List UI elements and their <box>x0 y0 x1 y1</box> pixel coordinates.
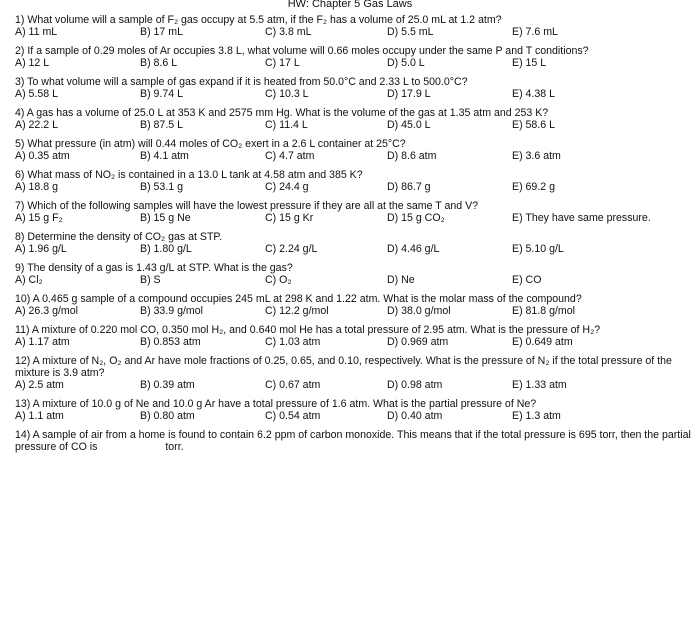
question-14 <box>15 429 695 453</box>
answer-options <box>15 119 695 131</box>
option-e: E) 4.38 L <box>512 88 555 100</box>
question-stem: 3) To what volume will a sample of gas expand if it is heated from 50.0°C and 2.33 L to 500.0°C? <box>15 76 468 88</box>
question-stem: 7) Which of the following samples will have the lowest pressure if they are all at the same T and V? <box>15 200 479 212</box>
option-e: E) They have same pressure. <box>512 212 651 224</box>
option-b: B) 0.853 atm <box>140 336 201 348</box>
option-d: D) 38.0 g/mol <box>387 305 451 317</box>
option-e: E) 0.649 atm <box>512 336 573 348</box>
question-stem: 5) What pressure (in atm) will 0.44 moles of CO₂ exert in a 2.6 L container at 25°C? <box>15 138 406 150</box>
option-b: B) 4.1 atm <box>140 150 189 162</box>
answer-options <box>15 26 695 38</box>
option-b: B) 8.6 L <box>140 57 178 69</box>
option-c: C) 15 g Kr <box>265 212 314 224</box>
question-stem: 1) What volume will a sample of F₂ gas occupy at 5.5 atm, if the F₂ has a volume of 25.0 mL at 1.2 atm? <box>15 14 502 26</box>
question-stem: 11) A mixture of 0.220 mol CO, 0.350 mol H₂, and 0.640 mol He has a total pressure of 2.95 atm. What is the pressure of H₂? <box>15 324 601 336</box>
question-6 <box>15 169 695 193</box>
answer-options <box>15 274 695 286</box>
answer-options <box>15 305 695 317</box>
option-c: C) 0.67 atm <box>265 379 321 391</box>
option-a: A) 11 mL <box>15 26 58 38</box>
option-c: C) 3.8 mL <box>265 26 312 38</box>
option-c: C) O₂ <box>265 274 292 286</box>
answer-options <box>15 88 695 100</box>
answer-options <box>15 150 695 162</box>
question-4 <box>15 107 695 131</box>
question-14-unit: torr. <box>165 441 184 453</box>
option-a: A) 15 g F₂ <box>15 212 63 224</box>
option-e: E) 5.10 g/L <box>512 243 564 255</box>
option-a: A) 18.8 g <box>15 181 58 193</box>
option-b: B) 9.74 L <box>140 88 183 100</box>
option-e: E) 7.6 mL <box>512 26 558 38</box>
option-b: B) 15 g Ne <box>140 212 191 224</box>
answer-options <box>15 336 695 348</box>
option-e: E) 3.6 atm <box>512 150 561 162</box>
option-b: B) S <box>140 274 161 286</box>
answer-options <box>15 379 695 391</box>
option-d: D) 0.969 atm <box>387 336 449 348</box>
option-b: B) 17 mL <box>140 26 183 38</box>
question-stem: 12) A mixture of N₂, O₂ and Ar have mole fractions of 0.25, 0.65, and 0.10, respectively. What is the pressure of N₂ if the total pressure of the mixture is 3.9 atm? <box>15 355 672 379</box>
option-b: B) 87.5 L <box>140 119 183 131</box>
question-stem: 10) A 0.465 g sample of a compound occupies 245 mL at 298 K and 1.22 atm. What is the molar mass of the compound? <box>15 293 582 305</box>
question-3 <box>15 76 695 100</box>
option-c: C) 11.4 L <box>265 119 308 131</box>
option-c: C) 4.7 atm <box>265 150 315 162</box>
option-a: A) 0.35 atm <box>15 150 70 162</box>
question-stem: 9) The density of a gas is 1.43 g/L at STP. What is the gas? <box>15 262 293 274</box>
option-b: B) 33.9 g/mol <box>140 305 204 317</box>
question-5 <box>15 138 695 162</box>
answer-options <box>15 243 695 255</box>
question-8 <box>15 231 695 255</box>
option-d: D) 5.0 L <box>387 57 425 69</box>
option-c: C) 24.4 g <box>265 181 309 193</box>
option-e: E) 1.33 atm <box>512 379 567 391</box>
option-b: B) 0.80 atm <box>140 410 195 422</box>
answer-options <box>15 212 695 224</box>
question-stem: 8) Determine the density of CO₂ gas at STP. <box>15 231 223 243</box>
answer-options <box>15 410 695 422</box>
question-stem: 13) A mixture of 10.0 g of Ne and 10.0 g Ar have a total pressure of 1.6 atm. What is the partial pressure of Ne? <box>15 398 537 410</box>
option-d: D) 0.98 atm <box>387 379 443 391</box>
option-c: C) 0.54 atm <box>265 410 321 422</box>
answer-options <box>15 181 695 193</box>
option-a: A) Cl₂ <box>15 274 43 286</box>
option-a: A) 5.58 L <box>15 88 58 100</box>
question-12 <box>15 355 695 391</box>
question-2 <box>15 45 695 69</box>
option-a: A) 1.96 g/L <box>15 243 67 255</box>
option-e: E) 69.2 g <box>512 181 555 193</box>
question-stem: 4) A gas has a volume of 25.0 L at 353 K and 2575 mm Hg. What is the volume of the gas at 1.35 atm and 253 K? <box>15 107 549 119</box>
option-a: A) 26.3 g/mol <box>15 305 79 317</box>
option-e: E) 1.3 atm <box>512 410 561 422</box>
option-d: D) 0.40 atm <box>387 410 443 422</box>
option-d: D) 4.46 g/L <box>387 243 440 255</box>
option-c: C) 2.24 g/L <box>265 243 318 255</box>
option-e: E) 81.8 g/mol <box>512 305 576 317</box>
option-d: D) Ne <box>387 274 415 286</box>
option-e: E) CO <box>512 274 542 286</box>
option-a: A) 1.1 atm <box>15 410 64 422</box>
worksheet-title: HW: Chapter 5 Gas Laws <box>287 0 413 10</box>
option-c: C) 12.2 g/mol <box>265 305 329 317</box>
option-a: A) 2.5 atm <box>15 379 64 391</box>
question-stem: 2) If a sample of 0.29 moles of Ar occupies 3.8 L, what volume will 0.66 moles occupy under the same P and T conditions? <box>15 45 589 57</box>
question-list <box>15 14 695 460</box>
option-b: B) 1.80 g/L <box>140 243 192 255</box>
question-1 <box>15 14 695 38</box>
question-11 <box>15 324 695 348</box>
question-14-text: 14) A sample of air from a home is found to contain 6.2 ppm of carbon monoxide. This means that if the total pressure is 695 torr, then the partial pressure of CO is <box>15 429 691 453</box>
option-a: A) 22.2 L <box>15 119 58 131</box>
answer-options <box>15 57 695 69</box>
option-d: D) 45.0 L <box>387 119 431 131</box>
question-stem <box>15 429 695 453</box>
question-7 <box>15 200 695 224</box>
option-d: D) 86.7 g <box>387 181 431 193</box>
option-b: B) 0.39 atm <box>140 379 195 391</box>
option-a: A) 1.17 atm <box>15 336 70 348</box>
question-stem: 6) What mass of NO₂ is contained in a 13.0 L tank at 4.58 atm and 385 K? <box>15 169 363 181</box>
question-10 <box>15 293 695 317</box>
option-d: D) 17.9 L <box>387 88 431 100</box>
question-13 <box>15 398 695 422</box>
option-a: A) 12 L <box>15 57 50 69</box>
option-b: B) 53.1 g <box>140 181 183 193</box>
option-d: D) 8.6 atm <box>387 150 437 162</box>
option-c: C) 1.03 atm <box>265 336 321 348</box>
option-e: E) 58.6 L <box>512 119 555 131</box>
option-c: C) 10.3 L <box>265 88 309 100</box>
option-d: D) 15 g CO₂ <box>387 212 445 224</box>
question-9 <box>15 262 695 286</box>
option-e: E) 15 L <box>512 57 547 69</box>
option-c: C) 17 L <box>265 57 300 69</box>
option-d: D) 5.5 mL <box>387 26 434 38</box>
